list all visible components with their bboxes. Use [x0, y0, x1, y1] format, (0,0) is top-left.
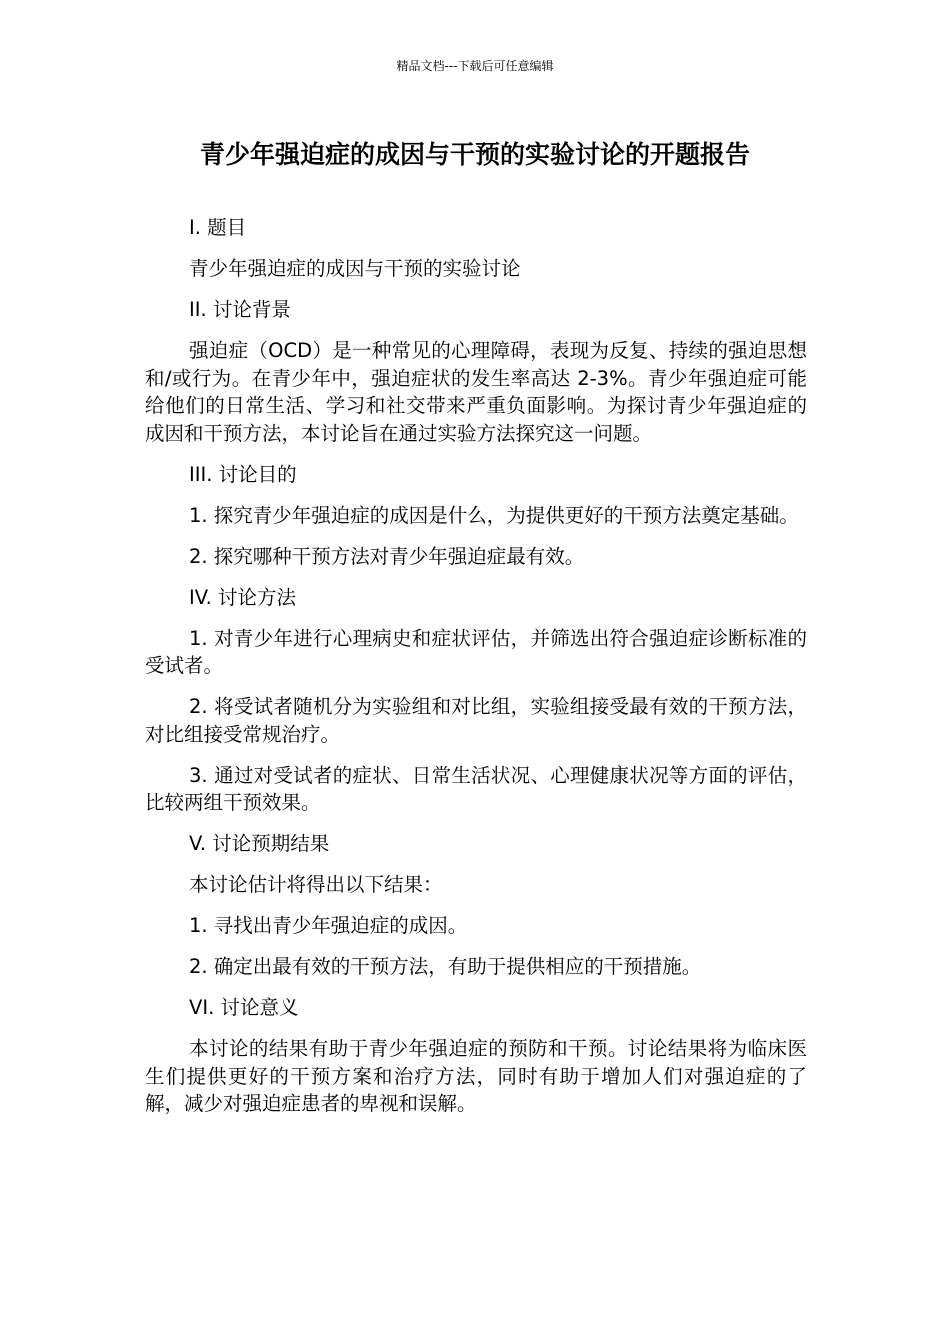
significance-text: 本讨论的结果有助于青少年强迫症的预防和干预。讨论结果将为临床医生们提供更好的干预方案和治疗方法，同时有助于增加人们对强迫症的了解，减少对强迫症患者的卑视和误解。 [145, 1037, 807, 1115]
section-heading-topic: I. 题目 [189, 216, 247, 239]
method-item: 3. 通过对受试者的症状、日常生活状况、心理健康状况等方面的评估，比较两组干预效果。 [145, 763, 807, 814]
section-heading-methods: IV. 讨论方法 [189, 585, 296, 609]
section-heading-background: II. 讨论背景 [189, 298, 291, 321]
section-heading-significance: VI. 讨论意义 [189, 996, 299, 1019]
purpose-item: 1. 探究青少年强迫症的成因是什么，为提供更好的干预方法奠定基础。 [189, 503, 799, 527]
section-heading-expected-results: V. 讨论预期结果 [189, 832, 330, 855]
section-heading-purpose: III. 讨论目的 [189, 462, 297, 486]
background-text: 强迫症（OCD）是一种常见的心理障碍，表现为反复、持续的强迫思想和/或行为。在青少年中，强迫症状的发生率高达 2-3%。青少年强迫症可能给他们的日常生活、学习和社交带来严重负面影响。为探讨青少年强迫症的成因和干预方法，本讨论旨在通过实验方法探究这一问题。 [145, 339, 807, 445]
document-body [145, 214, 807, 1131]
method-item: 2. 将受试者随机分为实验组和对比组，实验组接受最有效的干预方法，对比组接受常规治疗。 [145, 695, 807, 746]
purpose-item: 2. 探究哪种干预方法对青少年强迫症最有效。 [189, 544, 585, 568]
expected-results-intro: 本讨论估计将得出以下结果： [189, 873, 443, 896]
method-item: 1. 对青少年进行心理病史和症状评估，并筛选出符合强迫症诊断标准的受试者。 [145, 626, 807, 677]
topic-text: 青少年强迫症的成因与干预的实验讨论 [189, 257, 521, 280]
page-header: 精品文档---下载后可任意编辑 [396, 59, 554, 73]
expected-result-item: 1. 寻找出青少年强迫症的成因。 [189, 914, 468, 937]
expected-result-item: 2. 确定出最有效的干预方法，有助于提供相应的干预措施。 [189, 955, 702, 978]
document-title: 青少年强迫症的成因与干预的实验讨论的开题报告 [199, 140, 750, 169]
